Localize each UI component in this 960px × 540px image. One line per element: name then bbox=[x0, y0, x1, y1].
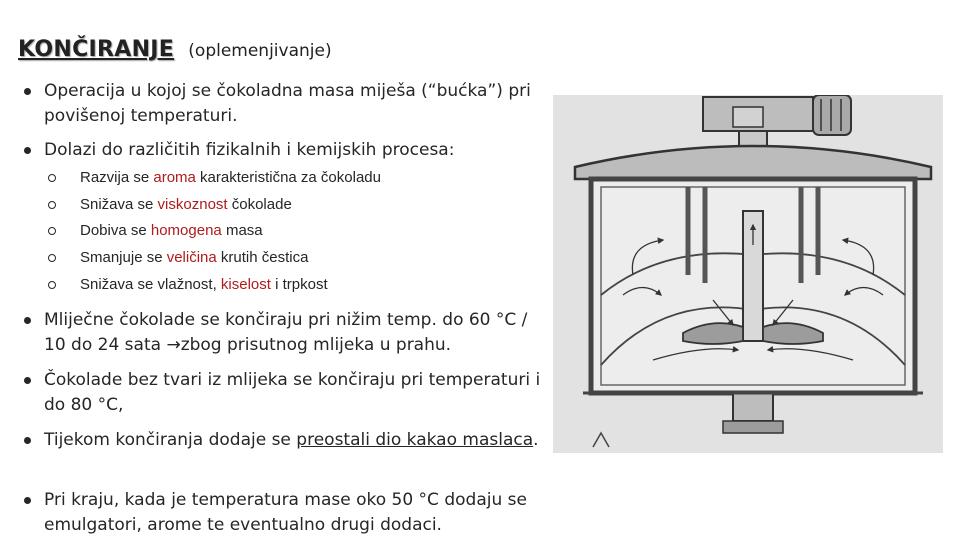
bullet-dot-icon bbox=[24, 497, 31, 504]
bullet-text: Dolazi do različitih fizikalnih i kemijskih procesa: bbox=[44, 140, 455, 160]
bullet-processes bbox=[24, 138, 544, 163]
underlined-phrase: preostali dio kakao maslaca bbox=[296, 430, 534, 450]
bullet-text: Tijekom končiranja dodaje se preostali dio kakao maslaca. bbox=[44, 430, 539, 450]
bullet-operation bbox=[24, 79, 544, 129]
sub-item-particle-size bbox=[48, 248, 528, 268]
conching-machine-icon bbox=[553, 95, 943, 453]
circle-bullet-icon bbox=[48, 254, 56, 262]
sub-item-aroma bbox=[48, 168, 528, 188]
circle-bullet-icon bbox=[48, 281, 56, 289]
slide-title bbox=[18, 26, 332, 64]
sub-item-acidity bbox=[48, 275, 528, 295]
bullet-text: Operacija u kojoj se čokoladna masa miješa (“bućka”) pri povišenoj temperaturi. bbox=[44, 81, 531, 126]
highlight-word: kiselost bbox=[220, 276, 271, 293]
highlight-word: veličina bbox=[166, 249, 217, 266]
sub-item-text: Razvija se aroma karakteristična za čokoladu bbox=[80, 169, 381, 186]
circle-bullet-icon bbox=[48, 227, 56, 235]
bullet-dot-icon bbox=[24, 317, 31, 324]
bullet-dot-icon bbox=[24, 147, 31, 154]
sub-item-viscosity bbox=[48, 195, 528, 215]
bullet-text: Pri kraju, kada je temperatura mase oko 50 °C dodaju se emulgatori, arome te eventualno drugi dodaci. bbox=[44, 490, 527, 535]
arrow-right-icon: → bbox=[166, 335, 181, 355]
circle-bullet-icon bbox=[48, 201, 56, 209]
title-sub: (oplemenjivanje) bbox=[188, 41, 332, 61]
bullet-milk-chocolate bbox=[24, 308, 544, 358]
sub-item-text: Smanjuje se veličina krutih čestica bbox=[80, 249, 309, 266]
sub-item-text: Snižava se vlažnost, kiselost i trpkost bbox=[80, 276, 328, 293]
sub-item-text: Snižava se viskoznost čokolade bbox=[80, 196, 292, 213]
bullet-text: Mliječne čokolade se končiraju pri nižim temp. do 60 °C / 10 do 24 sata →zbog prisutnog mlijeka u prahu. bbox=[44, 310, 528, 355]
circle-bullet-icon bbox=[48, 174, 56, 182]
highlight-word: homogena bbox=[150, 222, 222, 239]
highlight-word: viskoznost bbox=[157, 196, 228, 213]
sub-item-homogeneous bbox=[48, 221, 528, 241]
bullet-text: Čokolade bez tvari iz mlijeka se končiraju pri temperaturi i do 80 °C, bbox=[44, 370, 541, 415]
sub-item-text: Dobiva se homogena masa bbox=[80, 222, 263, 239]
conching-machine-diagram bbox=[553, 95, 943, 453]
bullet-emulsifiers bbox=[24, 488, 544, 538]
bullet-dot-icon bbox=[24, 377, 31, 384]
title-main: KONČIRANJE bbox=[18, 37, 175, 62]
bullet-dark-chocolate bbox=[24, 368, 544, 418]
bullet-dot-icon bbox=[24, 88, 31, 95]
highlight-word: aroma bbox=[153, 169, 196, 186]
bullet-dot-icon bbox=[24, 437, 31, 444]
bullet-cocoa-butter bbox=[24, 428, 544, 453]
